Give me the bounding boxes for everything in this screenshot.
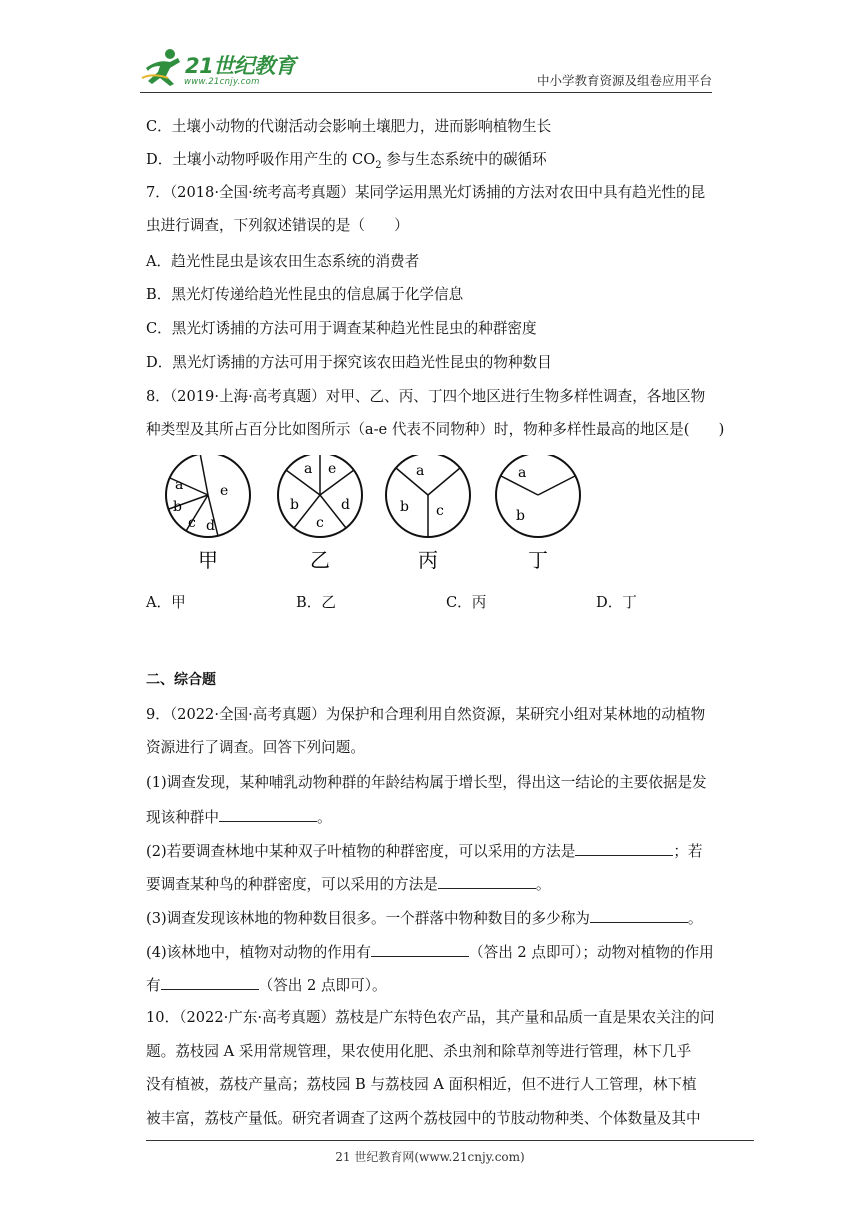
q9-part2-end-2: 。 [535, 876, 551, 893]
site-logo[interactable] [140, 44, 320, 92]
q9-part2-text: (2)若要调查林地中某种双子叶植物的种群密度，可以采用的方法是 [146, 843, 576, 860]
answer-blank[interactable] [219, 806, 317, 822]
q7-option-a: A．趋光性昆虫是该农田生态系统的消费者 [146, 253, 420, 270]
pie-bing-label-b: b [400, 499, 409, 515]
q7-option-c: C．黑光灯诱捕的方法可用于调查某种趋光性昆虫的种群密度 [146, 320, 537, 337]
answer-blank[interactable] [161, 974, 259, 990]
pie-yi-label-d: d [341, 497, 350, 513]
q6-option-d [146, 150, 547, 176]
pie-yi-label-e: e [328, 461, 337, 477]
q8-option-c[interactable]: C．丙 [446, 594, 487, 611]
pie-ding-label-b: b [516, 508, 525, 524]
q9-part2-line-1 [146, 840, 703, 862]
pie-bing-label-c: c [436, 503, 444, 519]
q10-line-1: 10．（2022·广东·高考真题）荔枝是广东特色农产品，其产量和品质一直是果农关注的问 [146, 1009, 715, 1026]
q7-stem-line-2: 虫进行调查，下列叙述错误的是（ ） [146, 217, 409, 234]
q9-part2-line-2 [146, 873, 551, 895]
q9-part4-line-2 [146, 974, 387, 996]
pie-jia [166, 455, 250, 572]
pie-jia-label-a: a [175, 477, 184, 493]
q9-part2-text-2: 要调查某种鸟的种群密度，可以采用的方法是 [146, 876, 438, 893]
q10-line-2: 题。荔枝园 A 采用常规管理，果农使用化肥、杀虫剂和除草剂等进行管理，林下几乎 [146, 1043, 692, 1060]
footer-divider [146, 1140, 754, 1141]
q10-line-4: 被丰富，荔枝产量低。研究者调查了这两个荔枝园中的节肢动物种类、个体数量及其中 [146, 1110, 701, 1127]
answer-blank[interactable] [371, 941, 469, 957]
page-header [140, 44, 712, 92]
header-divider [140, 92, 712, 93]
pie-bing-name: 丙 [418, 548, 438, 572]
q7-stem-line-1: 7．（2018·全国·统考高考真题）某同学运用黑光灯诱捕的方法对农田中具有趋光性的昆 [146, 184, 706, 201]
q9-part3 [146, 907, 703, 929]
q9-part1-text: 现该种群中 [146, 809, 219, 826]
answer-blank[interactable] [438, 873, 536, 889]
q8-option-b[interactable]: B．乙 [296, 594, 336, 611]
q10-line-3: 没有植被，荔枝产量高；荔枝园 B 与荔枝园 A 面积相近，但不进行人工管理，林下植 [146, 1076, 697, 1093]
q9-part4-note-2: （答出 2 点即可）。 [258, 977, 387, 994]
q8-option-d[interactable]: D．丁 [596, 594, 637, 611]
pie-jia-label-c: c [188, 515, 196, 531]
pie-yi-label-b: b [290, 497, 299, 513]
co2-subscript: 2 [375, 159, 382, 171]
q8-option-a[interactable]: A．甲 [146, 594, 186, 611]
q9-part4-text-2: 有 [146, 977, 161, 994]
pie-yi-label-a: a [304, 461, 313, 477]
q7-option-b: B．黑光灯传递给趋光性昆虫的信息属于化学信息 [146, 286, 464, 303]
q8-stem-line-1: 8．（2019·上海·高考真题）对甲、乙、丙、丁四个地区进行生物多样性调查，各地区物 [146, 388, 706, 405]
q6-option-d-text-2: 参与生态系统中的碳循环 [381, 151, 547, 168]
q7-option-d: D．黑光灯诱捕的方法可用于探究该农田趋光性昆虫的物种数目 [146, 354, 552, 371]
q9-part1-line-1: (1)调查发现，某种哺乳动物种群的年龄结构属于增长型，得出这一结论的主要依据是发 [146, 774, 707, 791]
q9-stem-line-1: 9．（2022·全国·高考真题）为保护和合理利用自然资源，某研究小组对某林地的动植物 [146, 706, 706, 723]
q6-option-d-text: D．土壤小动物呼吸作用产生的 CO [146, 151, 376, 168]
runner-logo-icon [140, 48, 184, 88]
section-title: 二、综合题 [146, 672, 216, 688]
platform-title: 中小学教育资源及组卷应用平台 [536, 73, 712, 88]
pie-jia-name: 甲 [198, 548, 218, 572]
pie-jia-label-e: e [220, 483, 229, 499]
logo-text: 21世纪教育 [185, 54, 296, 78]
pie-jia-label-b: b [173, 499, 182, 515]
pie-ding-label-a: a [518, 465, 527, 481]
answer-blank[interactable] [575, 840, 673, 856]
pie-bing [386, 455, 470, 572]
q9-part1-end: 。 [316, 809, 332, 826]
q8-stem-line-2: 种类型及其所占百分比如图所示（a-e 代表不同物种）时，物种多样性最高的地区是( ) [146, 421, 725, 438]
pie-ding [496, 455, 580, 572]
q9-part4-line-1 [146, 941, 714, 963]
footer-text[interactable]: 21 世纪教育网(www.21cnjy.com) [335, 1150, 525, 1164]
pie-charts [160, 455, 590, 575]
pie-jia-label-d: d [206, 518, 215, 534]
pie-bing-label-a: a [416, 463, 425, 479]
q9-stem-line-2: 资源进行了调查。回答下列问题。 [146, 739, 365, 756]
q8-pie-figure [160, 455, 590, 575]
q9-part2-end: ；若 [673, 843, 703, 860]
q9-part1-line-2 [146, 806, 332, 828]
q9-part4-text: (4)该林地中，植物对动物的作用有 [146, 944, 371, 961]
q9-part3-text: (3)调查发现该林地的物种数目很多。一个群落中物种数目的多少称为 [146, 910, 590, 927]
pie-yi-label-c: c [316, 515, 324, 531]
answer-blank[interactable] [590, 907, 688, 923]
pie-ding-name: 丁 [528, 548, 548, 572]
pie-yi-name: 乙 [310, 548, 330, 572]
q6-option-c: C．土壤小动物的代谢活动会影响土壤肥力，进而影响植物生长 [146, 118, 552, 135]
logo-url: www.21cnjy.com [184, 77, 260, 87]
q9-part4-note: （答出 2 点即可）；动物对植物的作用 [469, 944, 714, 961]
q9-part3-end: 。 [687, 910, 703, 927]
pie-yi [278, 455, 362, 572]
